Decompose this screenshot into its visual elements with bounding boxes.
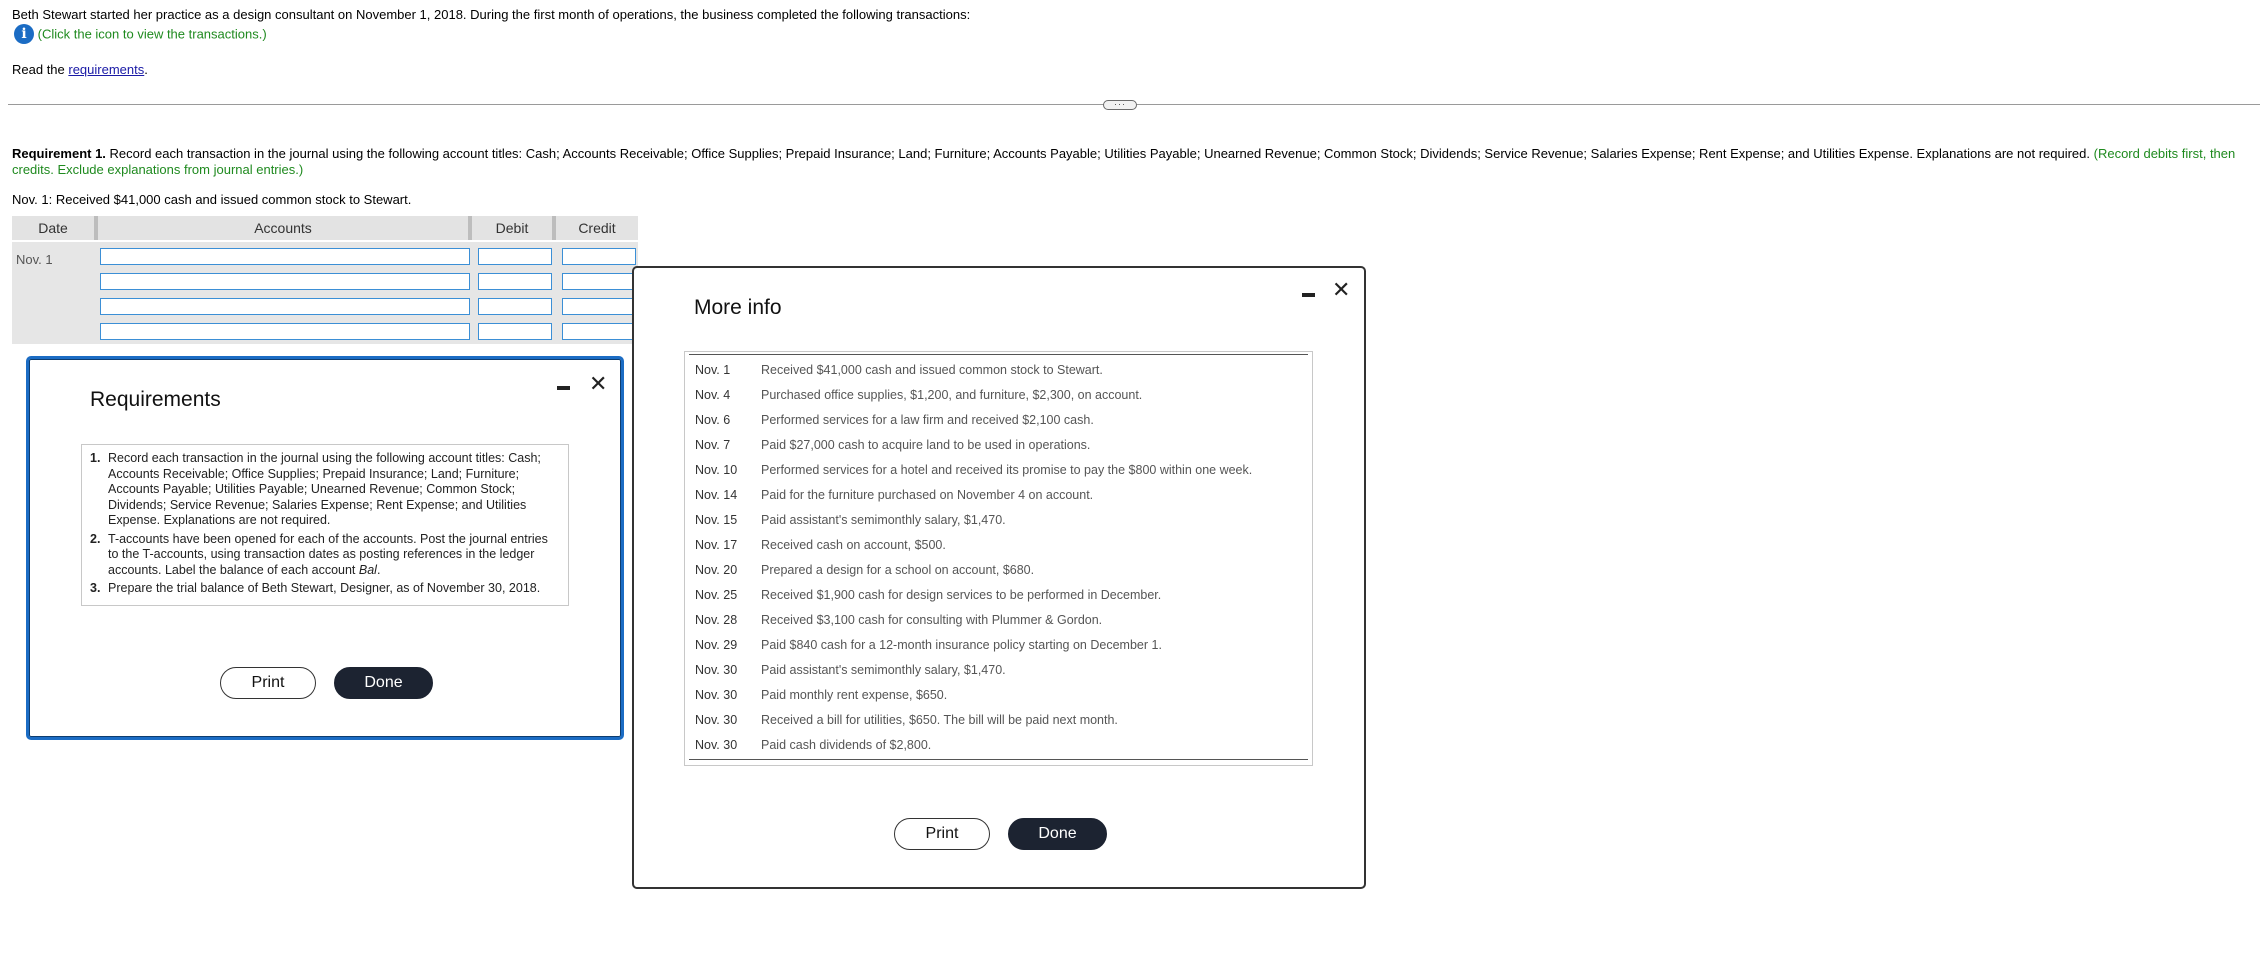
close-icon[interactable]: ✕ <box>589 372 608 397</box>
date-cell <box>12 242 98 344</box>
requirement-1-text <box>12 146 2257 162</box>
transaction-row <box>689 383 1308 408</box>
transaction-row <box>689 358 1308 383</box>
read-requirements-line <box>12 62 148 77</box>
requirement-text-end: . <box>376 562 381 577</box>
transaction-date: Nov. 10 <box>695 463 738 477</box>
transaction-description: Performed services for a hotel and received its promise to pay the $800 within one week. <box>761 463 1253 477</box>
transaction-description: Paid $840 cash for a 12-month insurance policy starting on December 1. <box>761 638 1162 652</box>
credit-input-3[interactable] <box>562 298 636 315</box>
credit-input-4[interactable] <box>562 323 636 340</box>
requirement-text: T-accounts have been opened for each of the accounts. Post the journal entries to the T-accounts, using transaction dates as posting references in the ledger accounts. Label the balance of each account <box>108 531 548 577</box>
transaction-description: Paid monthly rent expense, $650. <box>761 688 948 702</box>
close-icon[interactable]: ✕ <box>1332 278 1351 303</box>
list-item <box>82 451 560 529</box>
splitter-handle[interactable]: ··· <box>1103 100 1137 110</box>
done-button[interactable]: Done <box>1008 818 1107 850</box>
account-input-1[interactable] <box>100 248 470 265</box>
transaction-row <box>689 683 1308 708</box>
debit-input-4[interactable] <box>478 323 552 340</box>
transaction-description: Purchased office supplies, $1,200, and furniture, $2,300, on account. <box>761 388 1143 402</box>
transaction-row <box>689 608 1308 633</box>
col-header-date: Date <box>12 216 98 240</box>
transaction-description: Paid $27,000 cash to acquire land to be used in operations. <box>761 438 1091 452</box>
info-hint-text: (Click the icon to view the transactions.) <box>37 26 267 42</box>
transaction-description: Received $41,000 cash and issued common stock to Stewart. <box>761 363 1103 377</box>
transaction-date: Nov. 30 <box>695 738 738 752</box>
transaction-description: Received a bill for utilities, $650. The bill will be paid next month. <box>761 713 1118 727</box>
minimize-icon[interactable] <box>557 386 570 390</box>
requirements-dialog-title: Requirements <box>90 388 221 411</box>
requirements-list <box>82 451 560 597</box>
entry-prompt: Nov. 1: Received $41,000 cash and issued common stock to Stewart. <box>12 192 412 207</box>
transaction-date: Nov. 29 <box>695 638 738 652</box>
transaction-date: Nov. 14 <box>695 488 738 502</box>
requirement-text-em: Bal <box>358 562 377 577</box>
account-input-2[interactable] <box>100 273 470 290</box>
info-hint-row <box>14 24 267 44</box>
transaction-date: Nov. 1 <box>695 363 731 377</box>
transaction-row <box>689 658 1308 683</box>
credit-input-1[interactable] <box>562 248 636 265</box>
transaction-row <box>689 558 1308 583</box>
transaction-row <box>689 708 1308 733</box>
transaction-date: Nov. 6 <box>695 413 731 427</box>
requirement-number: 1. <box>90 451 101 465</box>
intro-text: Beth Stewart started her practice as a design consultant on November 1, 2018. During the first month of operations, the business completed the following transactions: <box>12 7 971 22</box>
transaction-date: Nov. 17 <box>695 538 738 552</box>
transaction-date: Nov. 4 <box>695 388 731 402</box>
more-info-dialog <box>632 266 1366 889</box>
requirements-dialog <box>26 356 624 740</box>
transaction-row <box>689 483 1308 508</box>
transaction-row <box>689 533 1308 558</box>
read-suffix: . <box>144 62 148 77</box>
col-header-debit: Debit <box>472 216 556 240</box>
transaction-date: Nov. 7 <box>695 438 731 452</box>
list-item <box>82 581 560 597</box>
transaction-row <box>689 408 1308 433</box>
account-input-4[interactable] <box>100 323 470 340</box>
transaction-date: Nov. 20 <box>695 563 738 577</box>
transaction-description: Received $1,900 cash for design services to be performed in December. <box>761 588 1162 602</box>
transaction-description: Paid assistant's semimonthly salary, $1,470. <box>761 513 1006 527</box>
transaction-description: Paid cash dividends of $2,800. <box>761 738 932 752</box>
requirement-text: Record each transaction in the journal using the following account titles: Cash; Accounts Receivable; Office Supplies; Prepaid Insurance; Land; Furniture; Accounts Payable; Utilities Payable; Unearned Revenue; Common Stock; Dividends; Service Revenue; Salaries Expense; Rent Expense; and Utilities Expense. Explanations are not required. <box>108 451 541 527</box>
transactions-top-rule <box>689 354 1308 355</box>
transaction-description: Received cash on account, $500. <box>761 538 946 552</box>
requirement-text: Prepare the trial balance of Beth Stewart, Designer, as of November 30, 2018. <box>108 581 541 595</box>
transaction-row <box>689 633 1308 658</box>
transaction-row <box>689 583 1308 608</box>
print-button[interactable]: Print <box>220 667 316 699</box>
transaction-date: Nov. 25 <box>695 588 738 602</box>
transaction-description: Performed services for a law firm and received $2,100 cash. <box>761 413 1094 427</box>
requirement-number: 2. <box>90 531 101 546</box>
done-button[interactable]: Done <box>334 667 433 699</box>
transactions-box <box>684 351 1313 766</box>
requirement-1-body: Record each transaction in the journal using the following account titles: Cash; Accounts Receivable; Office Supplies; Prepaid Insurance; Land; Furniture; Accounts Payable; Utilities Payable; Unearned Revenue; Common Stock; Dividends; Service Revenue; Salaries Expense; Rent Expense; and Utilities Expense. Explanations are not required. <box>105 146 2094 161</box>
account-input-3[interactable] <box>100 298 470 315</box>
date-value: Nov. 1 <box>16 252 53 267</box>
transaction-row <box>689 508 1308 533</box>
requirement-1-hint-b: credits. Exclude explanations from journal entries.) <box>12 162 304 177</box>
transaction-date: Nov. 30 <box>695 663 738 677</box>
transaction-date: Nov. 28 <box>695 613 738 627</box>
transaction-row <box>689 458 1308 483</box>
minimize-icon[interactable] <box>1302 293 1315 297</box>
transaction-description: Paid assistant's semimonthly salary, $1,470. <box>761 663 1006 677</box>
transaction-row <box>689 733 1308 758</box>
requirement-number: 3. <box>90 581 101 595</box>
debit-input-2[interactable] <box>478 273 552 290</box>
transaction-description: Paid for the furniture purchased on November 4 on account. <box>761 488 1094 502</box>
transaction-date: Nov. 30 <box>695 713 738 727</box>
credit-input-2[interactable] <box>562 273 636 290</box>
transactions-bottom-rule <box>689 759 1308 760</box>
requirements-link[interactable]: requirements <box>68 62 145 77</box>
requirements-box <box>81 444 569 606</box>
requirement-1-hint-a: (Record debits first, then <box>2093 146 2236 161</box>
more-info-dialog-title: More info <box>694 296 782 319</box>
list-item <box>82 532 560 579</box>
print-button[interactable]: Print <box>894 818 990 850</box>
debit-input-1[interactable] <box>478 248 552 265</box>
read-prefix: Read the <box>12 62 69 77</box>
requirement-1-label: Requirement 1. <box>12 146 106 161</box>
col-header-credit: Credit <box>556 216 638 240</box>
transaction-date: Nov. 30 <box>695 688 738 702</box>
info-icon[interactable]: i <box>14 24 34 44</box>
transaction-description: Received $3,100 cash for consulting with Plummer & Gordon. <box>761 613 1103 627</box>
debit-input-3[interactable] <box>478 298 552 315</box>
transaction-description: Prepared a design for a school on account, $680. <box>761 563 1035 577</box>
col-header-accounts: Accounts <box>98 216 472 240</box>
transaction-date: Nov. 15 <box>695 513 738 527</box>
transaction-row <box>689 433 1308 458</box>
